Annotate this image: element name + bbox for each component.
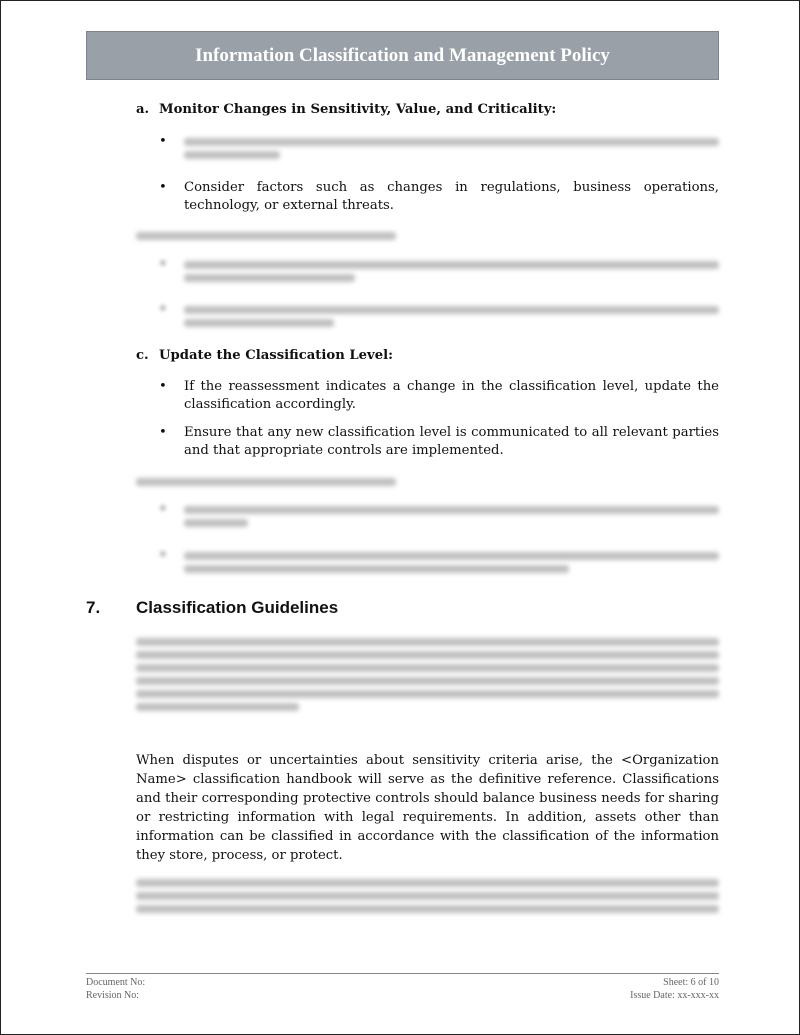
- section-title: Classification Guidelines: [136, 598, 339, 617]
- subsection-a-title: Monitor Changes in Sensitivity, Value, and Criticality:: [159, 102, 557, 117]
- bullet-a-2: • Consider factors such as changes in regulations, business operations, technology, or external threats.: [159, 180, 719, 213]
- footer-divider: [86, 973, 719, 974]
- subsection-c-title: Update the Classification Level:: [159, 348, 393, 363]
- blurred-bullet: •: [159, 133, 719, 164]
- blurred-bullet: •: [159, 301, 719, 332]
- header-title-bar: [86, 31, 719, 80]
- blurred-bullet: •: [159, 501, 719, 532]
- blurred-subsection-b: [136, 227, 396, 245]
- issue-date: Issue Date: xx-xxx-xx: [630, 990, 719, 1001]
- blurred-paragraph: [136, 633, 719, 716]
- blurred-subsection-d: [136, 473, 396, 491]
- section-number: 7.: [86, 598, 101, 617]
- blurred-bullet: •: [159, 256, 719, 287]
- subsection-a-label: a.: [136, 102, 150, 117]
- sheet-number: Sheet: 6 of 10: [663, 977, 719, 988]
- blurred-paragraph: [136, 874, 719, 918]
- subsection-a-heading: [136, 102, 556, 117]
- blurred-bullet: •: [159, 547, 719, 578]
- bullet-c-1: • If the reassessment indicates a change in the classification level, update the classification accordingly.: [159, 379, 719, 412]
- subsection-c-label: c.: [136, 348, 149, 363]
- subsection-c-heading: [136, 348, 393, 363]
- document-title: Information Classification and Management Policy: [195, 44, 610, 66]
- bullet-c-2: • Ensure that any new classification level is communicated to all relevant parties and that appropriate controls are implemented.: [159, 425, 719, 458]
- revision-no-label: Revision No:: [86, 990, 140, 1001]
- section-heading: [86, 598, 338, 618]
- document-no-label: Document No:: [86, 977, 146, 988]
- disputes-paragraph: When disputes or uncertainties about sensitivity criteria arise, the <Organization Name> classification handbook will serve as the definitive reference. Classifications and their corresponding protective controls should balance business needs for sharing or restricting information with legal requirements. In addition, assets other than information can be classified in accordance with the classification of the information they store, process, or protect.: [136, 753, 719, 863]
